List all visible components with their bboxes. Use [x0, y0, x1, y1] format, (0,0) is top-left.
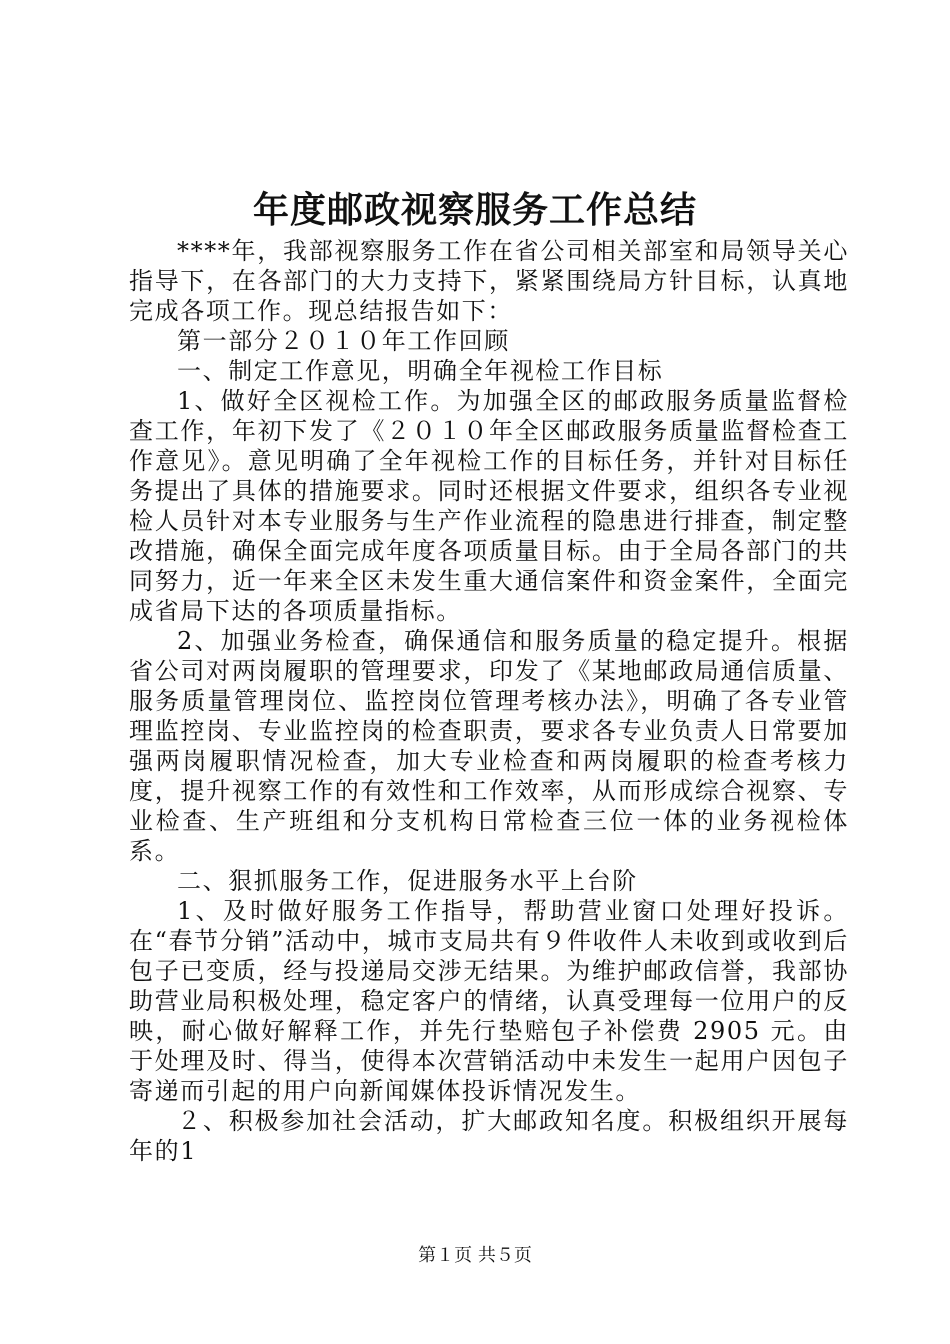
paragraph-intro: ****年，我部视察服务工作在省公司相关部室和局领导关心指导下，在各部门的大力支持下，紧紧围绕局方针目标，认真地完成各项工作。现总结报告如下： [129, 237, 849, 325]
paragraph-item-1-1: 1、做好全区视检工作。为加强全区的邮政服务质量监督检查工作，年初下发了《２０１０年全区邮政服务质量监督检查工作意见》。意见明确了全年视检工作的目标任务，并针对目标任务提出了具体的措施要求。同时还根据文件要求，组织各专业视检人员针对本专业服务与生产作业流程的隐患进行排查，制定整改措施，确保全面完成年度各项质量目标。由于全局各部门的共同努力，近一年来全区未发生重大通信案件和资金案件，全面完成省局下达的各项质量指标。 [129, 387, 849, 625]
paragraph-item-2-2: ２、积极参加社会活动，扩大邮政知名度。积极组织开展每年的1 [129, 1107, 849, 1165]
paragraph-section-one-heading: 一、制定工作意见，明确全年视检工作目标 [177, 357, 664, 385]
page-footer: 第１页 共５页 [418, 1245, 532, 1266]
paragraph-item-1-2: 2、加强业务检查，确保通信和服务质量的稳定提升。根据省公司对两岗履职的管理要求，印发了《某地邮政局通信质量、服务质量管理岗位、监控岗位管理考核办法》，明确了各专业管理监控岗、专业监控岗的检查职责，要求各专业负责人日常要加强两岗履职情况检查，加大专业检查和两岗履职的检查考核力度，提升视察工作的有效性和工作效率，从而形成综合视察、专业检查、生产班组和分支机构日常检查三位一体的业务视检体系。 [129, 627, 849, 865]
document-body [129, 236, 849, 1166]
paragraph-part-one-heading: 第一部分２０１０年工作回顾 [177, 327, 510, 355]
paragraph-item-2-1: 1、及时做好服务工作指导，帮助营业窗口处理好投诉。在“春节分销”活动中，城市支局共有９件收件人未收到或收到后包子已变质，经与投递局交涉无结果。为维护邮政信誉，我部协助营业局积极处理，稳定客户的情绪，认真受理每一位用户的反映，耐心做好解释工作，并先行垫赔包子补偿费 2905 元。由于处理及时、得当，使得本次营销活动中未发生一起用户因包子寄递而引起的用户向新闻媒体投诉情况发生。 [129, 897, 849, 1105]
document-title: 年度邮政视察服务工作总结 [252, 189, 697, 231]
paragraph-section-two-heading: 二、狠抓服务工作，促进服务水平上台阶 [177, 867, 638, 895]
